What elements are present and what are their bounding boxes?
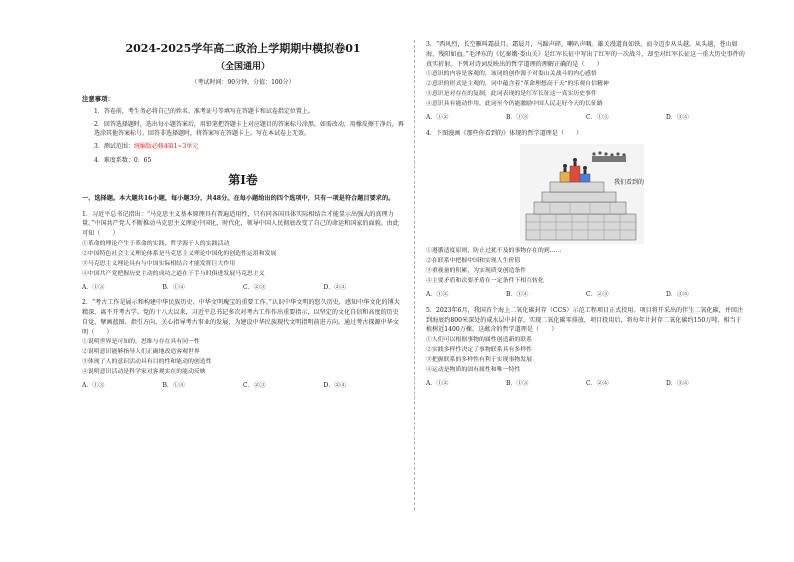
question-option: ④运动是物质的固有属性和唯一特性 <box>426 367 521 374</box>
question-stem: 4．下图漫画《那些你看到的》体现的哲学道理是（ ） <box>426 129 583 137</box>
question-option: ④主要矛盾和次要矛盾在一定条件下相互转化 <box>426 278 544 285</box>
question-option: ①革命的理论产生于革命的实践，哲学源于人的实践活动 <box>82 240 230 247</box>
choice-c: C．②③ <box>243 283 266 291</box>
choice-c: C．②③ <box>586 291 609 299</box>
choice-d: D．③④ <box>666 291 689 299</box>
choice-a: A．①③ <box>82 382 105 390</box>
question-option: ③马克思主义理论具有与中国实际相结合才能发挥巨大作用 <box>82 260 236 267</box>
answer-choices <box>82 381 404 391</box>
question-option: ③意识是对存在的复制，此词表现的是红军长征这一真实历史事件 <box>426 91 597 98</box>
part-title: 第Ⅰ卷 <box>228 172 258 187</box>
question-stem: 3．“西风烈，长空雁叫霜晨月。霜晨月，马蹄声碎，喇叭声咽。雄关漫道真如铁，而今迈步从头越。从头越，苍山如海，残阳如血。”毛泽东的《忆秦娥·娄山关》是红军长征中写出了红军的一次战斗，却至对红军长征这一重大历史事件的真实折射。下列对诗词反映出的哲学道理的理解正确的是（ ） <box>426 41 745 68</box>
question-2 <box>82 298 404 390</box>
notice-item-label: 3．测试范围： <box>94 143 134 151</box>
choice-d: D．③④ <box>666 380 689 388</box>
question-option: ①说明世界是可知的，思维与存在具有同一性 <box>82 339 200 346</box>
choice-a: A．①② <box>426 114 449 122</box>
choice-c: C．②④ <box>586 380 609 388</box>
cartoon-caption: 我们看到的 <box>614 179 644 187</box>
question-option: ②在联系中把握中国和实现人生价值 <box>426 258 521 265</box>
question-option: ④意识具有能动作用，此词至今仍能激励中国人民走好今天的长征路 <box>426 101 603 108</box>
question-option: ②意识的形式是主观的，词中蕴含着“革命理想高于天”的乐观自信精神 <box>426 81 609 88</box>
exam-meta: （考试时间：90分钟，分值：100分） <box>191 79 295 86</box>
question-option: ④说明意识活动是科学家对客观实在的能动反映 <box>82 369 206 376</box>
question-option: ②中国特色社会主义理论体系是马克思主义理论中国化的创造性运用和发展 <box>82 250 277 257</box>
cartoon-illustration <box>520 144 644 244</box>
answer-choices <box>426 379 746 389</box>
exam-title: 2024-2025学年高二政治上学期期中模拟卷01 <box>125 42 361 55</box>
question-option: ③重视量的积累，为实现质变创造条件 <box>426 268 527 275</box>
choice-b: B．①③ <box>506 114 529 122</box>
notice-item: 4．难度系数：0．65 <box>94 156 152 164</box>
question-3 <box>426 40 746 123</box>
left-column <box>82 36 404 391</box>
question-stem: 5．2023年6月，我国首个海上二氧化碳封存（CCS）示范工程项目正式投用。项目将开采出的伴生二氧化碳，并回注到海底约800米深处的咸水层中封存，实现二氧化碳零排放，项目投用后，将每年计封存二氧化碳约150万吨，相当于植树近1400万棵。这蕴含的哲学道理是（ ） <box>426 306 744 334</box>
answer-choices <box>82 283 404 293</box>
choice-c: C．②③ <box>243 382 266 390</box>
question-stem: 2．“考古工作是展示和构建中华民族历史、中华文明瑰宝的重要工作。”认识中华文明的悠久历史，感知中华文化的博大精深，离不开考古学。党的十八大以来，习近平总书记多次对考古工作作出重要指示，以坚定的文化自信和高度的历史自觉，擘画蓝图、指引方向，关心指导考古事业的发展，为建设中华民族现代文明指明前进方向。通过考古探源中华文明（ ） <box>82 299 400 336</box>
notice-heading: 注意事项： <box>82 94 114 103</box>
question-option: ①人们可以根据事物的属性创造新的联系 <box>426 337 533 344</box>
question-option: ④中国共产党把握历史主动的成功之道在于手与时俱进发展马克思主义 <box>82 270 265 277</box>
question-option: ②实践多样性决定了事物联系具有多样性 <box>426 347 533 354</box>
choice-c: C．①③ <box>586 114 609 122</box>
choice-b: B．①④ <box>506 291 529 299</box>
question-option: ②说明意识能够指导人们正确地改造客观世界 <box>82 349 200 356</box>
question-option: ①意识的内容是客观的，该词的创作源于对娄山关战斗的内心感悟 <box>426 71 597 78</box>
choice-a: A．①② <box>426 291 449 299</box>
answer-choices <box>426 290 746 300</box>
answer-choices <box>426 113 746 123</box>
question-5 <box>426 306 746 389</box>
question-4 <box>426 129 746 300</box>
section-heading: 一、选择题。本大题共16小题，每小题3分，共48分。在每小题给出的四个选项中，只有一项是符合题目要求的。 <box>82 194 395 202</box>
question-option: ③把握联系的多样性有利于实现事物发展 <box>426 357 533 364</box>
choice-d: D．②④ <box>323 382 347 390</box>
question-1 <box>82 210 404 293</box>
notice-item: 2．回答选择题时，选出每小题答案后，用铅笔把答题卡上对应题目的答案标号涂黑。如需改动，用橡皮擦干净后，再选涂其他答案标号。回答非选择题时，将答案写在答题卡上。写在本试卷上无效。 <box>94 120 404 138</box>
exam-subtitle: （全国通用） <box>215 61 270 72</box>
choice-a: A．①③ <box>82 283 105 291</box>
scope-highlight: 统编版必修4第1~3单元 <box>133 143 199 151</box>
column-divider <box>414 40 415 510</box>
right-column <box>426 36 746 389</box>
question-option: ③体现了人的意识活动具有目的性和能动的创造性 <box>82 359 212 366</box>
choice-b: B．①④ <box>162 283 185 291</box>
notice-list <box>82 107 404 165</box>
choice-a: A．①② <box>426 380 449 388</box>
notice-item: 1．答卷前，考生务必将自己的姓名、准考证号等填写在答题卡和试卷指定位置上。 <box>94 107 314 115</box>
choice-b: B．①③ <box>506 380 529 388</box>
choice-b: B．①④ <box>162 382 185 390</box>
cartoon-figure <box>520 144 644 244</box>
choice-d: D．③④ <box>666 114 689 122</box>
question-stem: 1．习近平总书记指出：“马克思主义基本原理具有普遍适用性，只有同各国具体实际相结合才能显示出强大的真理力量。”中国共产党人不断推动马克思主义理论中国化、时代化，领导中国人民彻底改变了自己的命运和国家的面貌。由此可知（ ） <box>82 210 399 238</box>
question-option: ①遵循适度原则，防止过犹不及的事物存在的到…… <box>426 248 562 255</box>
notice-item <box>94 142 404 151</box>
choice-d: D．②④ <box>323 283 347 291</box>
